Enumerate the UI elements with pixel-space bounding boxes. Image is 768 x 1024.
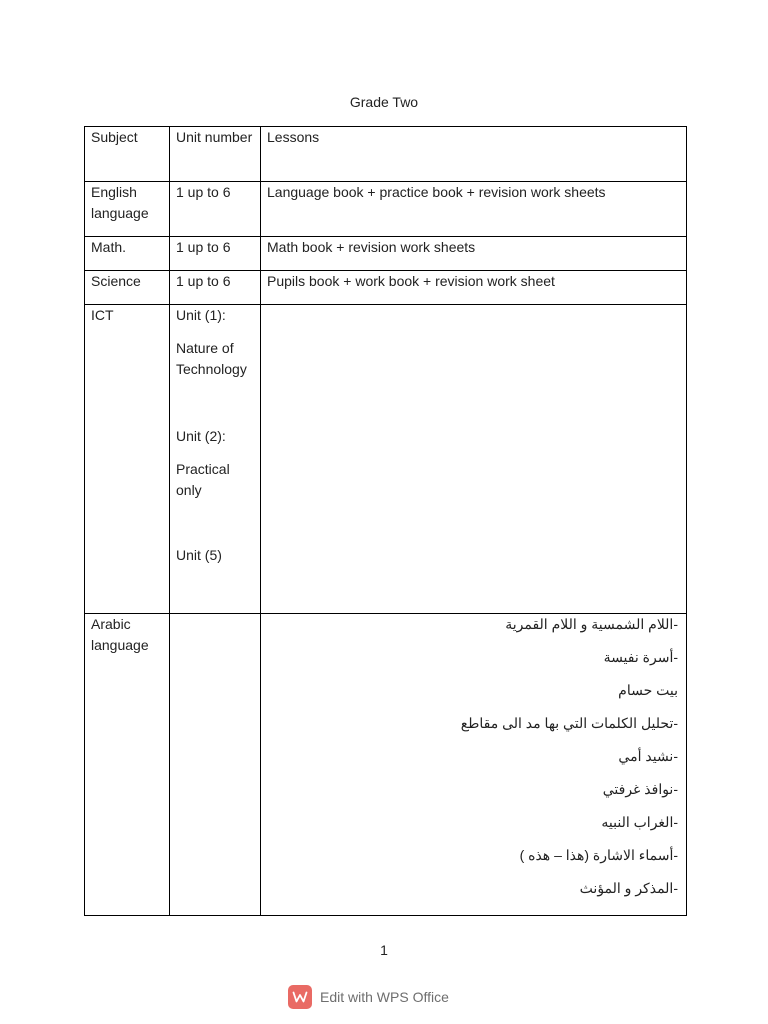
arabic-lessons-cell	[261, 614, 687, 916]
wps-edit-label: Edit with WPS Office	[320, 989, 449, 1005]
wps-office-icon	[288, 985, 312, 1009]
table-header-row	[85, 127, 687, 182]
page-number: 1	[380, 942, 388, 958]
unit-cell: 1 up to 6	[170, 271, 261, 305]
arabic-lesson: -تحليل الكلمات التي بها مد الى مقاطع	[460, 715, 678, 731]
arabic-lesson: -نشيد أمي	[618, 748, 678, 764]
arabic-lesson: -الغراب النبيه	[601, 814, 678, 830]
subject-cell: ICT	[85, 305, 170, 614]
subject-cell: English language	[85, 182, 170, 237]
table-row	[85, 271, 687, 305]
ict-unit5-heading: Unit (5)	[176, 547, 222, 563]
ict-units-cell	[170, 305, 261, 614]
arabic-lesson: -أسماء الاشارة (هذا – هذه )	[519, 847, 678, 863]
subject-cell: Arabic language	[85, 614, 170, 916]
ict-unit2-heading: Unit (2):	[176, 428, 226, 444]
unit-cell: 1 up to 6	[170, 237, 261, 271]
unit-cell	[170, 614, 261, 916]
ict-unit1-heading: Unit (1):	[176, 307, 226, 323]
arabic-lesson: -نوافذ غرفتي	[602, 781, 678, 797]
ict-unit2-name: Practical only	[176, 461, 230, 498]
unit-cell: 1 up to 6	[170, 182, 261, 237]
document-title: Grade Two	[349, 94, 419, 110]
lessons-cell: Language book + practice book + revision work sheets	[261, 182, 687, 237]
ict-unit1-name: Nature of Technology	[176, 340, 247, 377]
lessons-cell: Math book + revision work sheets	[261, 237, 687, 271]
lessons-cell: Pupils book + work book + revision work sheet	[261, 271, 687, 305]
wps-edit-button[interactable]	[288, 985, 449, 1009]
lessons-cell	[261, 305, 687, 614]
table-row-ict	[85, 305, 687, 614]
subject-cell: Science	[85, 271, 170, 305]
table-row-arabic	[85, 614, 687, 916]
header-unit-number: Unit number	[170, 127, 261, 182]
arabic-lesson: -المذكر و المؤنث	[579, 880, 678, 896]
arabic-lesson: -أسرة نفيسة	[603, 649, 678, 665]
arabic-lesson: -اللام الشمسية و اللام القمرية	[505, 616, 678, 632]
table-row	[85, 237, 687, 271]
header-lessons: Lessons	[261, 127, 687, 182]
subject-cell: Math.	[85, 237, 170, 271]
table-row	[85, 182, 687, 237]
curriculum-table	[84, 126, 687, 916]
arabic-lesson: بيت حسام	[618, 682, 678, 698]
header-subject: Subject	[85, 127, 170, 182]
